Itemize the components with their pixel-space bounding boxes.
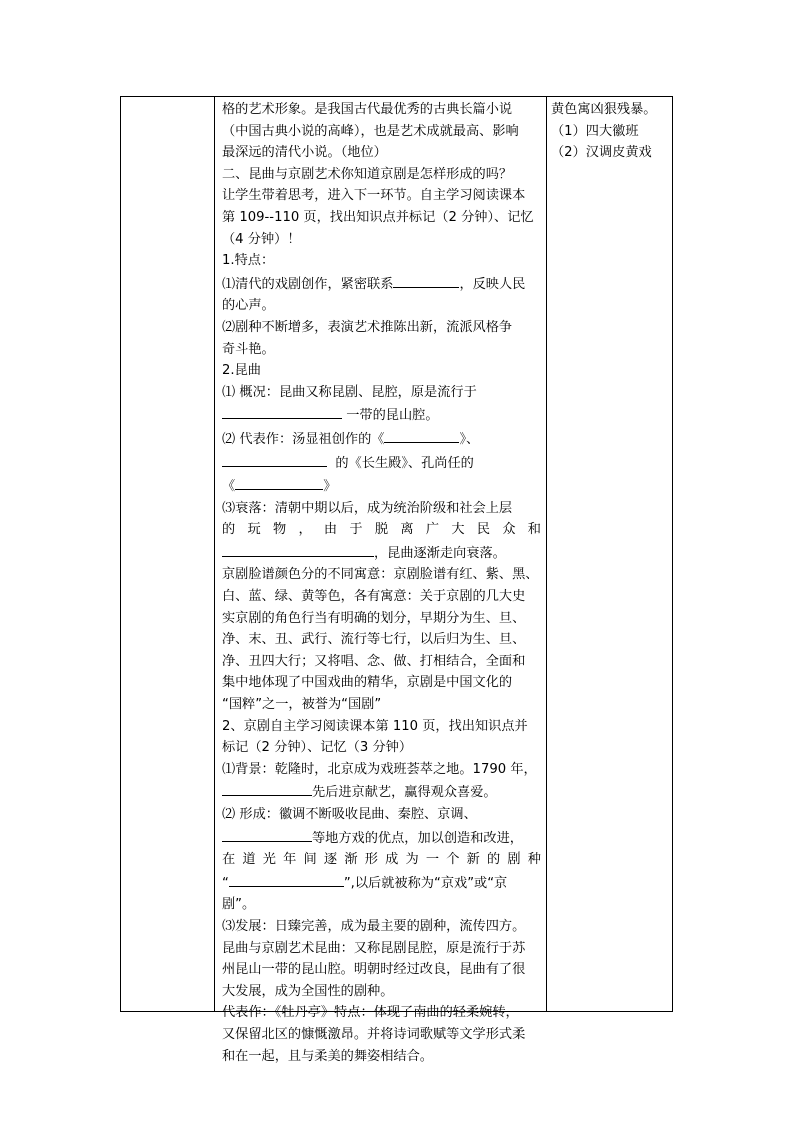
fill-blank[interactable]	[222, 403, 342, 419]
column-divider-right	[546, 97, 547, 1011]
text-line: 白、蓝、绿、黄等色，各有寓意：关于京剧的几大史	[222, 589, 526, 605]
text-line: （4 分钟）！	[222, 231, 301, 247]
subheading: 2.昆曲	[222, 363, 261, 379]
text-line: 大发展，成为全国性的剧种。	[222, 983, 394, 999]
fill-blank[interactable]	[222, 826, 312, 842]
text-line: 净、末、丑、武行、流行等七行，以后归为生、旦、	[222, 632, 526, 648]
text-line: ⑴ 概况：昆曲又称昆剧、昆腔，原是流行于	[222, 384, 477, 400]
notes-column	[551, 99, 671, 164]
note-line: （2）汉调皮黄戏	[551, 145, 652, 161]
text-line: 代表作：《牡丹亭》特点：体现了南曲的轻柔婉转，	[222, 1005, 519, 1021]
note-line: （1）四大徽班	[551, 123, 639, 139]
fill-line: 一带的昆山腔。	[222, 403, 541, 427]
text-line: 标记（2 分钟）、记忆（3 分钟）	[222, 740, 413, 756]
text-line: 净、丑四大行；又将唱、念、做、打相结合，全面和	[222, 653, 526, 669]
text-line: 的心声。	[222, 298, 275, 314]
text-line: 最深远的清代小说。（地位）	[222, 145, 387, 161]
text-line: 州昆山一带的昆山腔。明朝时经过改良，昆曲有了很	[222, 962, 526, 978]
column-divider-left	[214, 97, 215, 1011]
fill-line: 的《长生殿》、孔尚任的	[222, 451, 541, 475]
fill-line: 等地方戏的优点，加以创造和改进，	[222, 826, 541, 850]
text-line: 集中地体现了中国戏曲的精华，京剧是中国文化的	[222, 675, 513, 691]
fill-blank[interactable]	[222, 780, 312, 796]
text-line: 在道光年间逐渐形成为一个新的剧种	[222, 852, 541, 868]
text-line: ⑶衰落：清朝中期以后，成为统治阶级和社会上层	[222, 500, 513, 516]
lesson-table	[120, 96, 673, 1064]
section-heading: 2、京剧自主学习阅读课本第 110 页，找出知识点并	[222, 718, 528, 734]
text-line: 实京剧的角色行当有明确的划分，早期分为生、旦、	[222, 610, 526, 626]
text-line: 昆曲与京剧艺术昆曲：又称昆剧昆腔，原是流行于苏	[222, 940, 526, 956]
section-heading: 二、昆曲与京剧艺术你知道京剧是怎样形成的吗？	[222, 166, 513, 182]
note-line: 黄色寓凶狠残暴。	[551, 102, 657, 117]
content-column	[222, 99, 541, 1067]
fill-line: 《 》	[222, 474, 541, 498]
fill-line: ⑵ 代表作：汤显祖创作的《 》、	[222, 427, 541, 451]
subheading: 1.特点：	[222, 253, 275, 269]
text-line: 让学生带着思考，进入下一环节。自主学习阅读课本	[222, 188, 526, 204]
fill-line: “ ”,以后就被称为“京戏”或“京	[222, 871, 541, 895]
fill-blank[interactable]	[229, 871, 344, 887]
fill-blank[interactable]	[393, 272, 459, 288]
text-line: ⑵剧种不断增多，表演艺术推陈出新，流派风格争	[222, 319, 513, 335]
fill-blank[interactable]	[235, 474, 323, 490]
fill-line: 先后进京献艺，赢得观众喜爱。	[222, 780, 541, 804]
fill-blank[interactable]	[384, 427, 459, 443]
fill-line: ⑴清代的戏剧创作，紧密联系 ，反映人民	[222, 272, 541, 296]
text-line: “国粹”之一，被誉为“国剧”	[222, 697, 382, 713]
text-line: ⑴背景：乾隆时，北京成为戏班荟萃之地。1790 年，	[222, 761, 537, 777]
text-line: 奇斗艳。	[222, 341, 275, 357]
text-line: （中国古典小说的高峰），也是艺术成就最高、影响	[222, 123, 519, 139]
text-line: 和在一起，且与柔美的舞姿相结合。	[222, 1048, 433, 1064]
text-line: 又保留北区的慷慨激昂。并将诗词歌赋等文学形式柔	[222, 1026, 526, 1042]
fill-blank[interactable]	[222, 541, 374, 557]
text-line: 格的艺术形象。是我国古代最优秀的古典长篇小说	[222, 102, 513, 117]
text-line: 第 109--110 页，找出知识点并标记（2 分钟）、记忆	[222, 209, 534, 225]
text-line: 剧”。	[222, 897, 256, 913]
fill-line: ，昆曲逐渐走向衰落。	[222, 541, 541, 565]
text-line: ⑶发展：日臻完善，成为最主要的剧种，流传四方。	[222, 918, 526, 934]
text-line: ⑵ 形成：徽调不断吸收昆曲、秦腔、京调、	[222, 807, 477, 822]
fill-blank[interactable]	[222, 451, 327, 467]
text-line: 的玩物，由于脱离广大民众和	[222, 522, 541, 538]
text-line: 京剧脸谱颜色分的不同寓意：京剧脸谱有红、紫、黑、	[222, 567, 539, 583]
